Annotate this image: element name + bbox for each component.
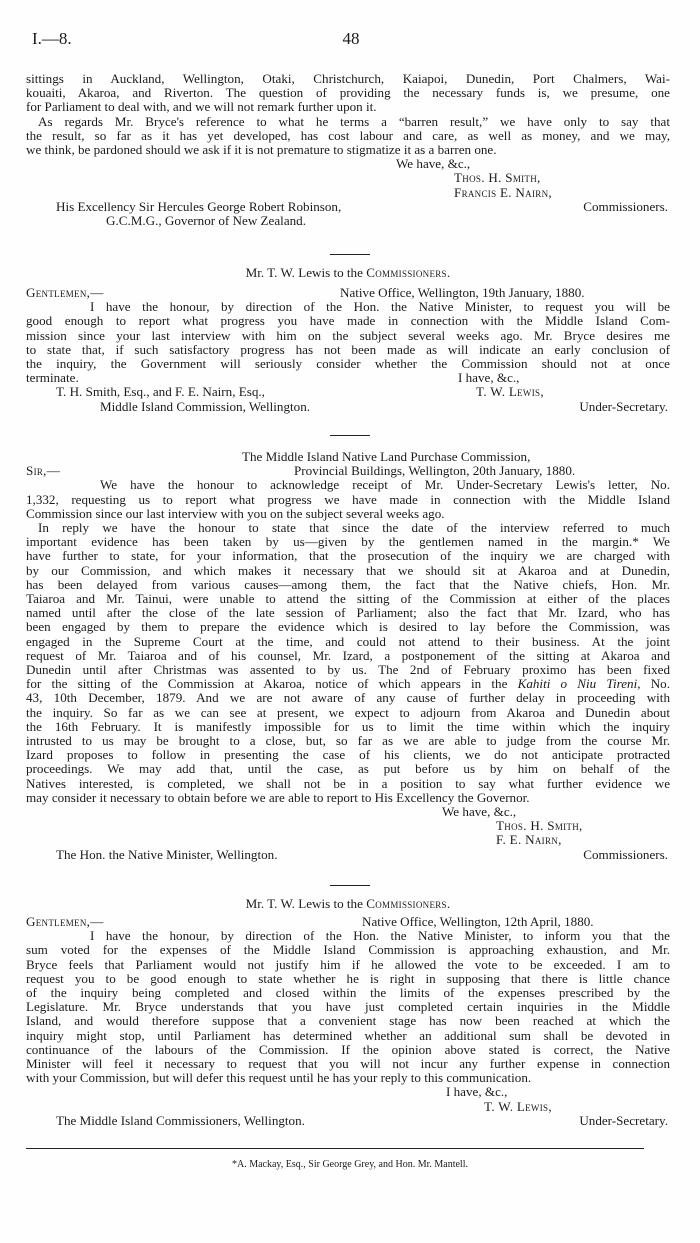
signatory-nairn: F. E. Nairn, xyxy=(496,832,562,848)
signatory-nairn: Francis E. Nairn, xyxy=(454,184,552,200)
paragraph-line: for the sitting of the Commission at Akaroa, notice of which appears in the Kahiti o Niu Tireni, No. xyxy=(26,676,670,692)
paragraph-line: 43, 10th December, 1879. And we are not aware of any cause of further delay in proceeding with xyxy=(26,690,670,706)
place-date: Provincial Buildings, Wellington, 20th January, 1880. xyxy=(294,463,576,479)
paragraph-line: good enough to report what progress you have made in connection with the Middle Island Com- xyxy=(26,313,670,329)
paragraph-line: I have the honour, by direction of the Hon. the Native Minister, to request you will be xyxy=(90,299,670,315)
closing: We have, &c., xyxy=(396,156,471,172)
section-divider xyxy=(330,435,370,436)
salutation: Gentlemen,— xyxy=(26,285,104,300)
place-date: Native Office, Wellington, 19th January, 1880. xyxy=(340,285,585,300)
paragraph-line: As regards Mr. Bryce's reference to what he terms a “barren result,” we have only to say that xyxy=(38,113,670,129)
paragraph-line: Legislature. Mr. Bryce understands that you have just completed certain inquiries in the Middle xyxy=(26,999,670,1015)
paragraph-line: the inquiry, the Government will seriously consider whether the Commission should not at once xyxy=(26,356,670,371)
addressee: The Hon. the Native Minister, Wellington. xyxy=(56,846,278,862)
paragraph-line: inquiry might stop, until Parliament has determined whether an additional sum shall be devoted in xyxy=(26,1027,670,1043)
paragraph-line: by our Commission, and which makes it necessary that we should sit at Akaroa and at Dunedin, xyxy=(26,562,670,578)
place-date: Native Office, Wellington, 12th April, 1880. xyxy=(362,914,594,929)
footnote: *A. Mackay, Esq., Sir George Grey, and Hon. Mr. Mantell. xyxy=(232,1159,468,1170)
paragraph-line: I have the honour, by direction of the Hon. the Native Minister, to inform you that the xyxy=(90,928,670,944)
salutation: Gentlemen,— xyxy=(26,914,104,929)
paragraph-line: mission since your last interview with him on the subject several weeks ago. Mr. Bryce desires me xyxy=(26,327,670,343)
gazette-title: Kahiti o Niu Tireni xyxy=(517,676,638,692)
paragraph-line: for Parliament to deal with, and we will not remark further upon it. xyxy=(26,99,377,115)
letter-lewis-12-april xyxy=(26,897,670,1128)
section-divider xyxy=(330,254,370,255)
letter-heading: Mr. T. W. Lewis to the Commissioners. xyxy=(245,265,451,280)
signatory-role: Commissioners. xyxy=(583,198,668,214)
closing: I have, &c., xyxy=(458,370,520,386)
letter-commission-20-january xyxy=(26,450,670,862)
paragraph-line: sittings in Auckland, Wellington, Otaki, Christchurch, Kaiapoi, Dunedin, Port Chalmers, Wai- xyxy=(26,71,670,86)
paragraph-line: 1,332, requesting us to report what progress we have made in connection with the Middle Island xyxy=(26,491,670,507)
paragraph-line: Commission since our last interview with you on the subject several weeks ago. xyxy=(26,505,445,521)
paragraph-line: Dunedin until after Christmas was assented to by us. The 2nd of February proximo has been fixed xyxy=(26,662,670,678)
page-header xyxy=(32,29,670,56)
paragraph-line: been engaged by them to prepare the evidence which is desired to lay before the Commission, was xyxy=(26,619,670,635)
paragraph-line: Minister will feel it necessary to request that you will not incur any further expense in connection xyxy=(26,1056,670,1072)
signatory-role: Under-Secretary. xyxy=(579,1112,668,1128)
paragraph-line: intrusted to us may be brought to a close, but, so far as we are able to judge from the course Mr. xyxy=(26,733,670,749)
paragraph-line: of the inquiry being completed and closed within the limits of the expenses prescribed by the xyxy=(26,985,670,1000)
paragraph-line: to state that, if such satisfactory progress has not been made as will indicate an early conclusion of xyxy=(26,341,670,357)
letter-heading: Mr. T. W. Lewis to the Commissioners. xyxy=(245,896,451,911)
paragraph-line: We have the honour to acknowledge receipt of Mr. Under-Secretary Lewis's letter, No. xyxy=(100,477,670,493)
paragraph-line: have further to state, for your information, that the prosecution of the inquiry we are charged with xyxy=(26,548,670,564)
signatory-role: Commissioners. xyxy=(583,846,668,862)
addressee-title: G.C.M.G., Governor of New Zealand. xyxy=(106,212,306,228)
closing-line xyxy=(26,157,670,171)
paragraph-line: kouaiti, Akaroa, and Riverton. The question of providing the necessary funds is, we presume, one xyxy=(26,85,670,101)
paragraph-line: the 16th February. It is manifestly impossible for us to limit the time within which the inquiry xyxy=(26,718,670,734)
paragraph-line: the inquiry. So far as we can see at present, we expect to adjourn from Akaroa and Dunedin about xyxy=(26,704,670,720)
paragraph-line: may consider it necessary to obtain before we are able to report to His Excellency the Governor. xyxy=(26,789,530,805)
salutation: Sir,— xyxy=(26,463,61,479)
closing: We have, &c., xyxy=(442,804,517,820)
letter-continuation xyxy=(26,72,670,228)
paragraph-line: request you to be good enough to state whether he is right in supposing that there is little chance xyxy=(26,970,670,986)
paragraph-line: Izard proposes to follow in presenting the case of his clients, we do not anticipate protracted xyxy=(26,747,670,763)
addressee: T. H. Smith, Esq., and F. E. Nairn, Esq., xyxy=(56,384,265,400)
paragraph-line: important evidence has been taken by us—given by the gentlemen named in the margin.* We xyxy=(26,534,670,550)
paragraph-line: engaged in the Supreme Court at the time, and could not attend to their business. At the joint xyxy=(26,633,670,649)
letter-heading: The Middle Island Native Land Purchase Commission, xyxy=(242,449,531,464)
document-reference: I.—8. xyxy=(32,29,72,48)
paragraph-line: named until after the close of the late session of Parliament; also the fact that Mr. Izard, who has xyxy=(26,605,670,621)
paragraph-line: has been delayed from various causes—among them, the fact that the Native chiefs, Hon. Mr. xyxy=(26,576,670,592)
paragraph-line: with your Commission, but will defer this request until he has your reply to this communication. xyxy=(26,1070,532,1086)
page-number: 48 xyxy=(342,29,360,48)
signatory-lewis: T. W. Lewis, xyxy=(476,384,544,400)
paragraph-line: we think, be pardoned should we ask if it is not premature to stigmatize it as a barren one. xyxy=(26,142,497,158)
signatory-lewis: T. W. Lewis, xyxy=(484,1098,552,1114)
signatory-smith: Thos. H. Smith, xyxy=(454,170,541,186)
addressee-title: Middle Island Commission, Wellington. xyxy=(100,398,311,414)
paragraph-line: Bryce feels that Parliament would not justify him if he allowed the vote to be exceeded. I am to xyxy=(26,956,670,972)
signatory-smith: Thos. H. Smith, xyxy=(496,818,583,834)
closing: I have, &c., xyxy=(446,1084,508,1100)
paragraph-line: In reply we have the honour to state that since the date of the interview referred to much xyxy=(38,519,670,535)
paragraph-line: sum voted for the expenses of the Middle Island Commission is approaching exhaustion, and Mr. xyxy=(26,942,670,958)
paragraph-line: request of Mr. Taiaroa and of his counsel, Mr. Izard, a postponement of the sitting at Akaroa and xyxy=(26,647,670,663)
letter-lewis-19-january xyxy=(26,266,670,414)
addressee: The Middle Island Commissioners, Wellington. xyxy=(56,1112,305,1128)
paragraph-line: the result, so far as it has yet developed, has cost labour and care, as well as money, and we may, xyxy=(26,127,670,143)
signatory-role: Under-Secretary. xyxy=(579,398,668,414)
paragraph-line: Natives interested, is completed, we shall not be in a position to say what further evidence we xyxy=(26,775,670,791)
paragraph-line: terminate. xyxy=(26,370,79,386)
paragraph-line: continuance of the labours of the Commission. If the opinion above stated is correct, the Native xyxy=(26,1041,670,1057)
paragraph-line: Island, and would therefore suppose that a convenient stage has now been reached at which the xyxy=(26,1013,670,1029)
paragraph-line: proceedings. We may add that, until the case, as put before us by him on behalf of the xyxy=(26,761,670,777)
footnote-divider xyxy=(26,1148,644,1149)
section-divider xyxy=(330,885,370,886)
addressee: His Excellency Sir Hercules George Robert Robinson, xyxy=(56,198,342,214)
paragraph-line: Taiaroa and Mr. Tainui, were unable to attend the sitting of the Commission at either of the places xyxy=(26,591,670,606)
